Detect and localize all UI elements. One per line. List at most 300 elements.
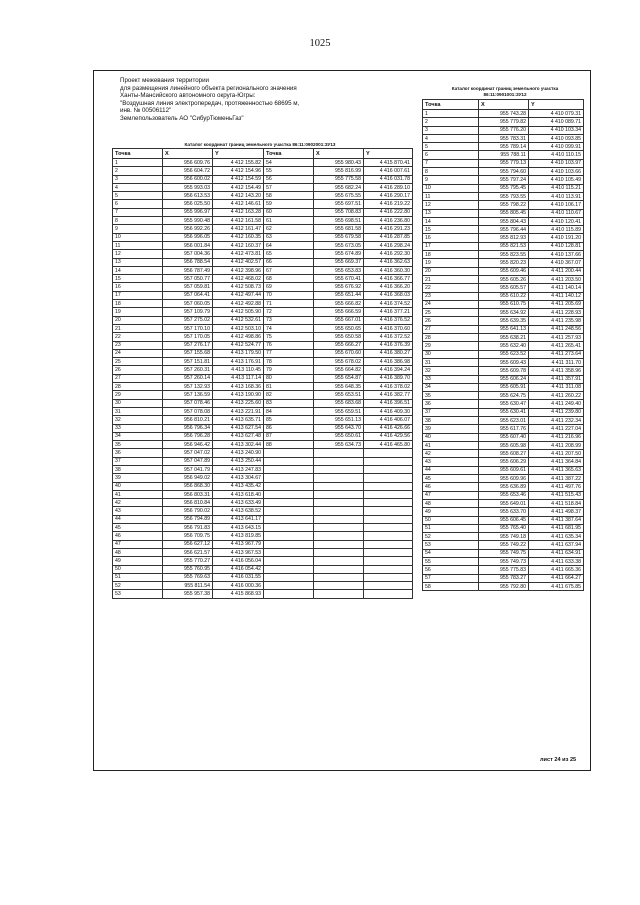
table-cell: 25 (423, 309, 479, 317)
table-cell: 28 (423, 334, 479, 342)
table-cell: 4 411 273.64 (529, 350, 584, 358)
table-cell: 956 787.49 (163, 266, 213, 274)
table-cell: 957 047.02 (163, 449, 213, 457)
table-cell: 955 816.99 (314, 167, 364, 175)
table-row (113, 383, 413, 391)
table-cell: 957 275.02 (163, 316, 213, 324)
table-cell: 955 664.82 (314, 366, 364, 374)
table-row (113, 241, 413, 249)
table-cell: 4 410 105.49 (529, 176, 584, 184)
table-cell: 4 416 374.52 (364, 300, 413, 308)
table-cell: 4 410 128.81 (529, 242, 584, 250)
coordinate-table-right (422, 99, 584, 591)
table-cell: 4 416 007.61 (364, 167, 413, 175)
table-cell: 955 670.60 (314, 349, 364, 357)
table-cell: 64 (264, 241, 314, 249)
table-cell: 26 (113, 366, 163, 374)
table-cell: 956 709.75 (163, 532, 213, 540)
table-cell: 957 050.77 (163, 275, 213, 283)
table-cell: 955 793.55 (479, 192, 529, 200)
table-row (113, 258, 413, 266)
table-cell: 11 (423, 192, 479, 200)
table-cell: 25 (113, 358, 163, 366)
table-cell: 4 412 163.28 (213, 208, 264, 216)
table-cell (364, 524, 413, 532)
table-row (113, 233, 413, 241)
column-header: Y (213, 149, 264, 159)
table-cell: 15 (113, 275, 163, 283)
table-cell: 24 (423, 300, 479, 308)
table-row (423, 234, 584, 242)
table-cell: 4 416 372.52 (364, 333, 413, 341)
table-cell: 955 641.13 (479, 325, 529, 333)
table-cell: 38 (423, 416, 479, 424)
table-cell: 4 411 681.95 (529, 524, 584, 532)
table-row (113, 250, 413, 258)
table-cell: 74 (264, 324, 314, 332)
table-cell: 956 600.02 (163, 175, 213, 183)
table-cell: 955 669.37 (314, 258, 364, 266)
table-row (423, 392, 584, 400)
table-row (423, 192, 584, 200)
table-cell (314, 474, 364, 482)
table-cell: 82 (264, 391, 314, 399)
table-cell: 956 790.02 (163, 507, 213, 515)
table-cell: 41 (113, 490, 163, 498)
table-cell: 4 411 227.04 (529, 425, 584, 433)
table-cell: 956 949.02 (163, 474, 213, 482)
table-cell: 4 413 247.83 (213, 465, 264, 473)
table-row (113, 499, 413, 507)
table-cell: 957 151.81 (163, 358, 213, 366)
table-cell: 957 276.17 (163, 341, 213, 349)
table-cell: 955 653.83 (314, 266, 364, 274)
table-cell: 21 (423, 275, 479, 283)
table-cell (314, 499, 364, 507)
table-cell (364, 540, 413, 548)
table-cell: 955 798.22 (479, 201, 529, 209)
table-row (423, 334, 584, 342)
table-cell: 956 946.42 (163, 441, 213, 449)
table-cell: 4 416 396.51 (364, 399, 413, 407)
table-cell: 29 (423, 342, 479, 350)
table-row (113, 532, 413, 540)
table-cell: 4 413 304.67 (213, 474, 264, 482)
table-cell: 955 675.55 (314, 192, 364, 200)
table-cell: 955 681.58 (314, 225, 364, 233)
table-cell: 956 992.26 (163, 225, 213, 233)
table-cell: 4 411 637.94 (529, 541, 584, 549)
table-row (423, 143, 584, 151)
table-cell: 4 412 146.61 (213, 200, 264, 208)
table-cell: 4 416 056.04 (213, 557, 264, 565)
table-cell (264, 490, 314, 498)
table-row (113, 358, 413, 366)
table-cell: 14 (113, 266, 163, 274)
table-cell: 54 (423, 549, 479, 557)
table-cell: 957 047.89 (163, 457, 213, 465)
table-row (423, 541, 584, 549)
catalog-right-title: Каталог координат границ земельного участка 86:11:0901001:ЗУ12 (451, 86, 559, 97)
table-cell: 4 416 389.70 (364, 374, 413, 382)
table-cell: 57 (264, 183, 314, 191)
table-cell: 67 (264, 266, 314, 274)
project-header (120, 77, 320, 123)
table-cell: 955 679.58 (314, 233, 364, 241)
table-cell: 955 749.18 (479, 533, 529, 541)
table-row (423, 176, 584, 184)
table-header-row (113, 149, 413, 159)
table-cell: 80 (264, 374, 314, 382)
table-cell: 38 (113, 465, 163, 473)
table-cell (264, 507, 314, 515)
table-row (113, 565, 413, 573)
table-cell: 4 413 643.15 (213, 524, 264, 532)
table-cell (364, 490, 413, 498)
table-cell: 955 650.65 (314, 324, 364, 332)
table-cell: 955 605.98 (479, 441, 529, 449)
table-cell (314, 457, 364, 465)
table-cell: 12 (113, 250, 163, 258)
table-cell: 4 413 967.53 (213, 548, 264, 556)
table-cell: 955 811.54 (163, 582, 213, 590)
table-cell: 4 413 176.91 (213, 358, 264, 366)
table-cell: 4 411 387.22 (529, 475, 584, 483)
table-cell: 4 410 103.34 (529, 126, 584, 134)
table-cell: 957 060.05 (163, 300, 213, 308)
table-cell: 4 416 219.22 (364, 200, 413, 208)
sheet-footer: лист 24 из 25 (540, 757, 577, 763)
table-row (423, 259, 584, 267)
table-row (423, 375, 584, 383)
table-cell: 4 412 160.37 (213, 241, 264, 249)
table-cell: 955 743.28 (479, 110, 529, 118)
table-cell: 4 412 161.47 (213, 225, 264, 233)
table-cell: 957 155.68 (163, 349, 213, 357)
table-cell: 23 (423, 292, 479, 300)
table-cell: 42 (423, 450, 479, 458)
table-cell: 31 (113, 407, 163, 415)
table-row (113, 507, 413, 515)
table-row (113, 291, 413, 299)
table-cell (364, 465, 413, 473)
table-cell: 957 260.14 (163, 374, 213, 382)
table-cell (264, 557, 314, 565)
table-cell (364, 582, 413, 590)
table-cell: 4 416 031.78 (364, 175, 413, 183)
table-row (113, 465, 413, 473)
table-cell: 955 749.75 (479, 549, 529, 557)
table-cell: 955 609.61 (479, 466, 529, 474)
table-cell: 955 698.51 (314, 217, 364, 225)
table-row (423, 317, 584, 325)
table-cell: 956 627.12 (163, 540, 213, 548)
table-cell: 957 041.79 (163, 465, 213, 473)
table-row (423, 325, 584, 333)
table-cell: 957 109.79 (163, 308, 213, 316)
table-row (113, 283, 413, 291)
table-cell: 4 410 113.91 (529, 192, 584, 200)
table-cell: 13 (423, 209, 479, 217)
table-cell (264, 457, 314, 465)
table-row (423, 184, 584, 192)
table-cell: 955 639.35 (479, 317, 529, 325)
table-cell: 28 (113, 383, 163, 391)
table-row (423, 226, 584, 234)
table-cell: 4 413 168.36 (213, 383, 264, 391)
table-cell: 61 (264, 217, 314, 225)
table-cell: 57 (423, 574, 479, 582)
table-cell: 4 411 311.70 (529, 358, 584, 366)
table-cell: 4 413 641.17 (213, 515, 264, 523)
table-row (113, 300, 413, 308)
table-cell: 43 (113, 507, 163, 515)
table-cell: 955 676.92 (314, 283, 364, 291)
table-row (423, 126, 584, 134)
table-cell: 53 (423, 541, 479, 549)
table-cell: 955 770.27 (163, 557, 213, 565)
table-cell: 4 (423, 134, 479, 142)
header-line: инв. № 00506112" (120, 107, 172, 115)
table-cell (314, 557, 364, 565)
table-cell: 955 749.22 (479, 541, 529, 549)
table-cell: 956 025.50 (163, 200, 213, 208)
table-row (113, 225, 413, 233)
table-row (423, 309, 584, 317)
table-cell (364, 474, 413, 482)
table-cell: 4 413 250.44 (213, 457, 264, 465)
table-row (423, 483, 584, 491)
table-row (423, 508, 584, 516)
table-cell (314, 515, 364, 523)
table-row (423, 350, 584, 358)
table-cell: 4 416 222.80 (364, 208, 413, 216)
table-cell: 43 (423, 458, 479, 466)
table-row (423, 242, 584, 250)
table-cell: 15 (423, 226, 479, 234)
table-cell: 37 (113, 457, 163, 465)
table-cell: 4 411 257.93 (529, 334, 584, 342)
table-cell: 955 609.46 (479, 267, 529, 275)
table-cell: 955 624.75 (479, 392, 529, 400)
table-cell: 4 411 203.50 (529, 275, 584, 283)
table-row (113, 217, 413, 225)
table-row (113, 341, 413, 349)
table-row (423, 400, 584, 408)
table-row (113, 175, 413, 183)
table-cell: 35 (423, 392, 479, 400)
table-row (113, 266, 413, 274)
table-cell: 955 666.27 (314, 341, 364, 349)
table-row (113, 524, 413, 532)
table-cell: 955 648.35 (314, 383, 364, 391)
table-cell: 955 638.21 (479, 334, 529, 342)
table-cell: 4 410 103.97 (529, 159, 584, 167)
table-cell: 4 413 190.90 (213, 391, 264, 399)
table-cell: 956 996.05 (163, 233, 213, 241)
table-row (113, 349, 413, 357)
table-cell: 4 416 292.30 (364, 250, 413, 258)
table-cell: 4 412 160.35 (213, 233, 264, 241)
table-cell: 4 412 498.86 (213, 333, 264, 341)
table-row (423, 209, 584, 217)
table-row (423, 499, 584, 507)
table-cell: 46 (423, 483, 479, 491)
table-cell: 4 413 618.40 (213, 490, 264, 498)
table-row (423, 251, 584, 259)
table-cell: 955 779.13 (479, 159, 529, 167)
table-row (113, 490, 413, 498)
table-cell: 955 650.58 (314, 333, 364, 341)
table-cell: 86 (264, 424, 314, 432)
table-cell: 4 413 117.14 (213, 374, 264, 382)
table-cell: 72 (264, 308, 314, 316)
table-row (423, 408, 584, 416)
table-cell: 19 (113, 308, 163, 316)
table-cell: 23 (113, 341, 163, 349)
table-cell: 88 (264, 441, 314, 449)
table-cell: 32 (423, 367, 479, 375)
table-cell: 36 (113, 449, 163, 457)
table-cell: 4 410 115.21 (529, 184, 584, 192)
table-cell: 52 (423, 533, 479, 541)
table-cell: 4 416 368.03 (364, 291, 413, 299)
table-cell (314, 507, 364, 515)
table-row (113, 441, 413, 449)
table-cell: 955 630.47 (479, 400, 529, 408)
table-cell: 4 415 868.93 (213, 590, 264, 598)
table-cell: 1 (113, 159, 163, 167)
table-cell: 4 411 235.98 (529, 317, 584, 325)
table-row (423, 168, 584, 176)
table-cell (364, 457, 413, 465)
table-cell: 84 (264, 407, 314, 415)
table-cell (364, 507, 413, 515)
table-cell (264, 515, 314, 523)
table-cell: 3 (423, 126, 479, 134)
table-cell: 55 (264, 167, 314, 175)
table-cell: 4 411 634.91 (529, 549, 584, 557)
table-cell: 955 649.01 (479, 499, 529, 507)
table-cell: 4 413 221.91 (213, 407, 264, 415)
table-cell: 4 416 409.30 (364, 407, 413, 415)
table-cell: 955 795.45 (479, 184, 529, 192)
table-cell (264, 582, 314, 590)
table-cell: 4 416 236.80 (364, 217, 413, 225)
table-cell: 4 413 627.54 (213, 424, 264, 432)
table-cell: 956 810.21 (163, 416, 213, 424)
table-cell: 4 411 200.44 (529, 267, 584, 275)
table-cell: 39 (113, 474, 163, 482)
table-row (423, 118, 584, 126)
table-cell (364, 590, 413, 598)
table-row (113, 590, 413, 598)
table-cell: 17 (423, 242, 479, 250)
table-cell: 4 411 675.85 (529, 582, 584, 590)
table-cell (314, 540, 364, 548)
table-cell: 4 410 093.85 (529, 134, 584, 142)
table-cell: 955 673.05 (314, 241, 364, 249)
table-cell: 4 412 492.88 (213, 300, 264, 308)
table-cell (364, 499, 413, 507)
table-cell: 26 (423, 317, 479, 325)
table-cell: 34 (423, 383, 479, 391)
column-header: X (163, 149, 213, 159)
table-cell: 2 (423, 118, 479, 126)
table-row (423, 342, 584, 350)
table-row (113, 159, 413, 167)
table-cell: 955 636.89 (479, 483, 529, 491)
table-cell (264, 524, 314, 532)
table-cell (314, 524, 364, 532)
table-cell: 955 608.27 (479, 450, 529, 458)
table-cell: 955 678.02 (314, 358, 364, 366)
table-cell: 957 170.05 (163, 333, 213, 341)
table-cell: 4 416 377.21 (364, 308, 413, 316)
table-cell: 36 (423, 400, 479, 408)
table-cell: 30 (113, 399, 163, 407)
table-cell (264, 540, 314, 548)
table-cell: 4 416 376.39 (364, 341, 413, 349)
table-cell: 4 416 289.10 (364, 183, 413, 191)
table-cell: 955 634.73 (314, 441, 364, 449)
table-cell: 4 412 154.59 (213, 175, 264, 183)
table-cell: 4 411 260.22 (529, 392, 584, 400)
table-cell: 58 (423, 582, 479, 590)
table-cell: 20 (113, 316, 163, 324)
table-cell: 955 820.23 (479, 259, 529, 267)
table-cell: 955 606.24 (479, 375, 529, 383)
table-cell (314, 582, 364, 590)
table-cell: 955 606.45 (479, 516, 529, 524)
table-cell: 4 413 627.48 (213, 432, 264, 440)
table-cell (264, 465, 314, 473)
table-row (423, 450, 584, 458)
table-row (423, 201, 584, 209)
table-cell: 955 667.01 (314, 316, 364, 324)
table-cell: 44 (423, 466, 479, 474)
table-cell: 4 416 000.36 (213, 582, 264, 590)
table-cell: 4 413 633.49 (213, 499, 264, 507)
table-cell: 955 708.83 (314, 208, 364, 216)
table-cell: 48 (113, 548, 163, 556)
table-cell: 4 411 635.34 (529, 533, 584, 541)
table-cell: 955 630.41 (479, 408, 529, 416)
table-cell (264, 590, 314, 598)
table-cell: 69 (264, 283, 314, 291)
table-cell: 4 416 380.27 (364, 349, 413, 357)
table-cell: 4 412 473.81 (213, 250, 264, 258)
table-cell: 955 796.44 (479, 226, 529, 234)
table-row (423, 516, 584, 524)
table-cell: 4 (113, 183, 163, 191)
header-line: Землепользователь АО "СибурТюменьГаз" (120, 114, 244, 122)
table-cell: 4 411 497.76 (529, 483, 584, 491)
table-cell: 4 413 179.50 (213, 349, 264, 357)
table-cell: 4 413 635.71 (213, 416, 264, 424)
table-cell: 4 412 508.73 (213, 283, 264, 291)
table-row (113, 449, 413, 457)
table-cell: 4 416 370.60 (364, 324, 413, 332)
table-row (423, 292, 584, 300)
table-row (113, 275, 413, 283)
table-cell: 955 775.83 (479, 566, 529, 574)
table-cell: 18 (423, 251, 479, 259)
table-cell: 4 410 103.66 (529, 168, 584, 176)
table-cell: 77 (264, 349, 314, 357)
table-cell: 66 (264, 258, 314, 266)
table-cell: 9 (113, 225, 163, 233)
